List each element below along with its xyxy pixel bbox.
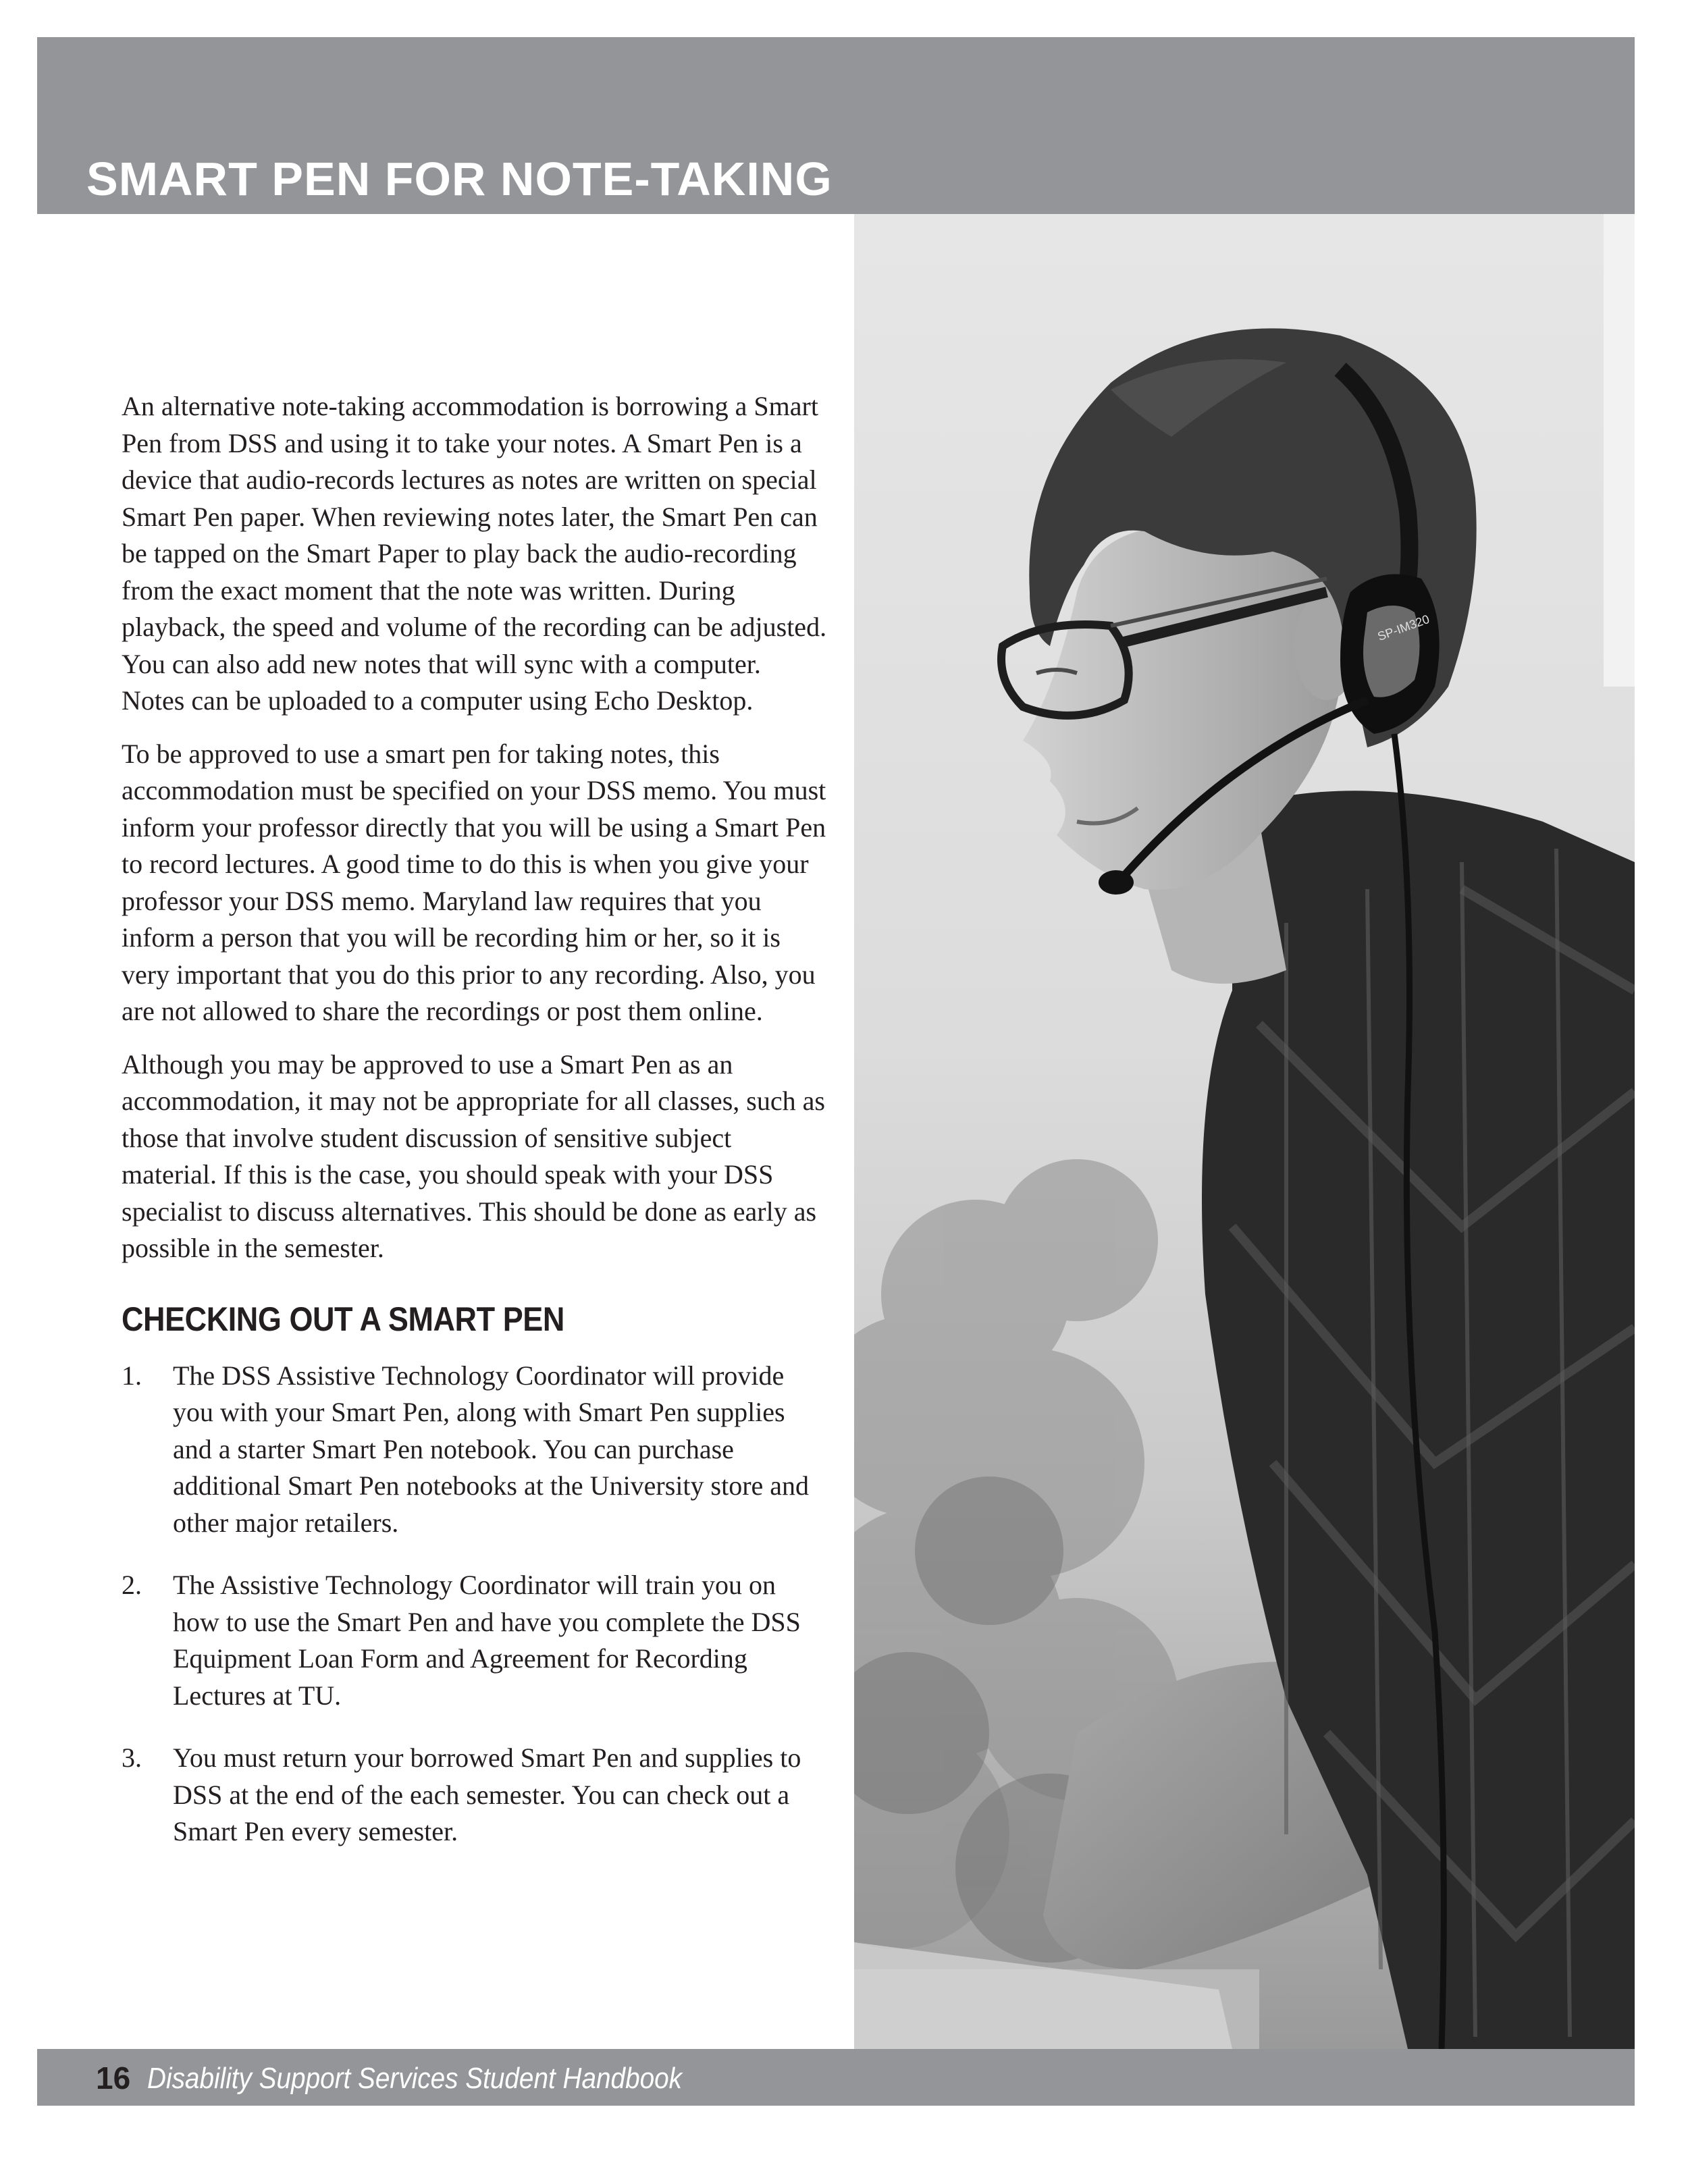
page-number: 16 (96, 2060, 131, 2096)
section-title: CHECKING OUT A SMART PEN (122, 1300, 564, 1338)
body-column (122, 388, 827, 1876)
step-text: You must return your borrowed Smart Pen and supplies to DSS at the end of the each semester. You can check out a Smart Pen every semester. (173, 1742, 801, 1846)
page-title: SMART PEN FOR NOTE-TAKING (86, 153, 833, 205)
list-item (122, 1358, 827, 1542)
step-number: 2. (122, 1570, 142, 1600)
step-text: The DSS Assistive Technology Coordinator will provide you with your Smart Pen, along with Smart Pen supplies and a starter Smart Pen notebook. You can purchase additional Smart Pen notebooks at the University store and other major retailers. (173, 1360, 810, 1538)
approval-paragraph: To be approved to use a smart pen for taking notes, this accommodation must be specified on your DSS memo. You must inform your professor directly that you will be using a Smart Pen to record lectures. A good time to do this is when you give your professor your DSS memo. Maryland law requires that you inform a person that you will be recording him or her, so it is very important that you do this prior to any recording. Also, you are not allowed to share the recordings or post them online. (122, 738, 826, 1026)
checkout-steps-list (122, 1358, 827, 1850)
appropriateness-paragraph: Although you may be approved to use a Smart Pen as an accommodation, it may not be appropriate for all classes, such as those that involve student discussion of sensitive subject material. If this is the case, you should speak with your DSS specialist to discuss alternatives. This should be done as early as possible in the semester. (122, 1048, 825, 1263)
student-headset-photo (854, 214, 1635, 2049)
step-text: The Assistive Technology Coordinator will train you on how to use the Smart Pen and have you complete the DSS Equipment Loan Form and Agreement for Recording Lectures at TU. (173, 1570, 801, 1711)
step-number: 1. (122, 1360, 142, 1391)
list-item (122, 1740, 827, 1850)
list-item (122, 1567, 827, 1714)
footer-title: Disability Support Services Student Handbook (147, 2062, 683, 2095)
headset-label: SP-IM320 (1375, 612, 1431, 643)
step-number: 3. (122, 1742, 142, 1773)
intro-paragraph: An alternative note-taking accommodation is borrowing a Smart Pen from DSS and using it to take your notes. A Smart Pen is a device that audio-records lectures as notes are written on special Smart Pen paper. When reviewing notes later, the Smart Pen can be tapped on the Smart Paper to play back the audio-recording from the exact moment that the note was written. During playback, the speed and volume of the recording can be adjusted. You can also add new notes that will sync with a computer. Notes can be uploaded to a computer using Echo Desktop. (122, 391, 827, 716)
